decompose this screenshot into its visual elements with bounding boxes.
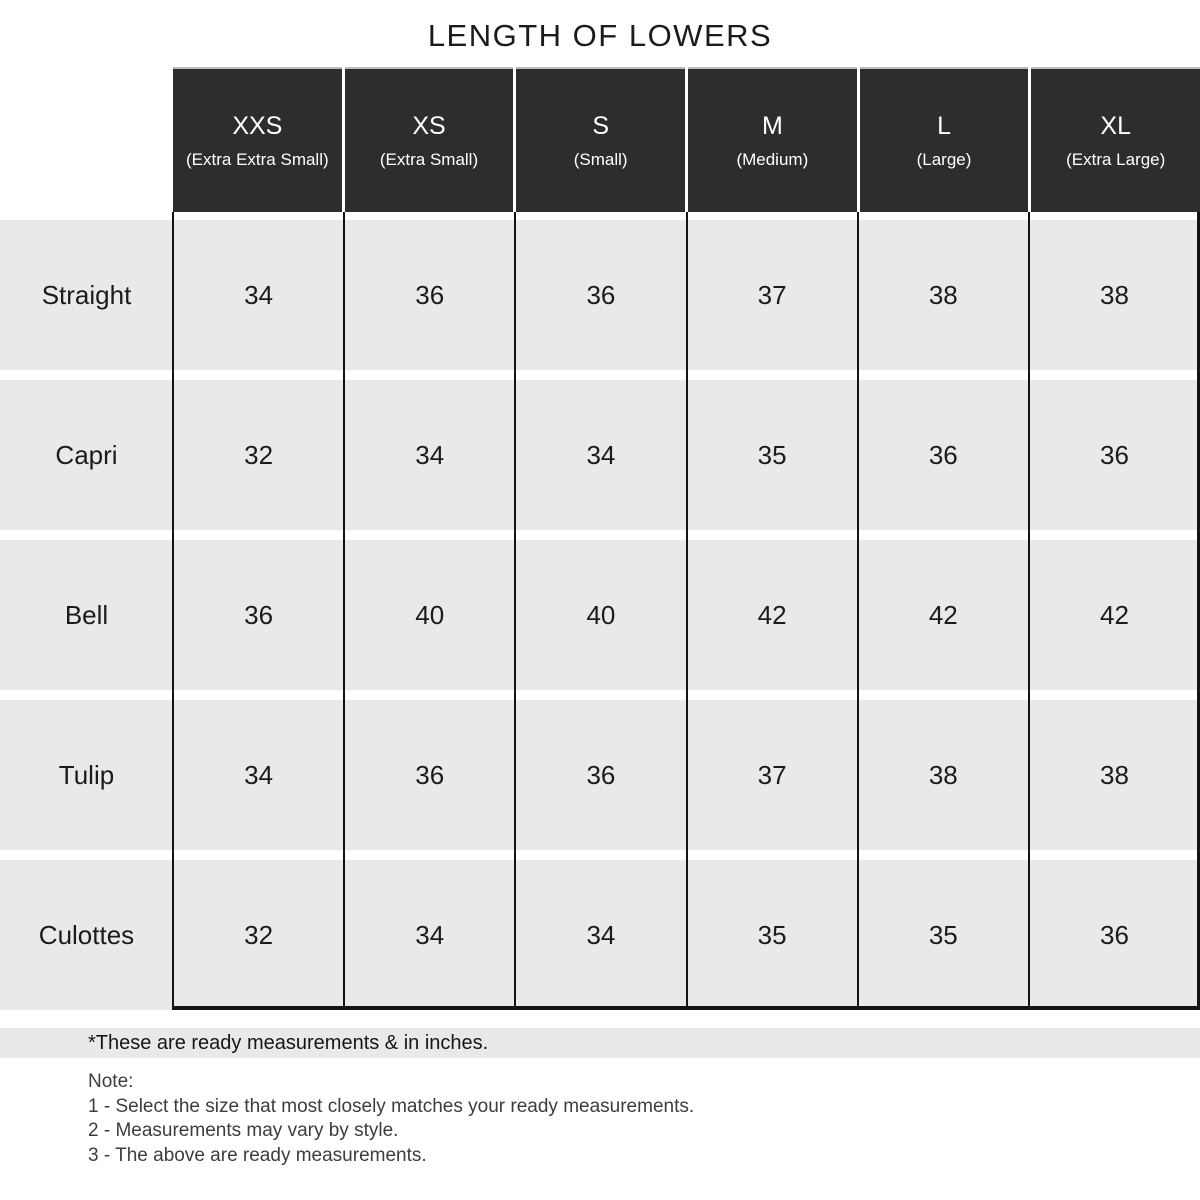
cell-culottes-s: 34 — [515, 860, 686, 1010]
cell-capri-xl: 36 — [1029, 380, 1200, 530]
cell-culottes-xxs: 32 — [173, 860, 344, 1010]
size-code: XXS — [232, 111, 283, 140]
cell-bell-xl: 42 — [1029, 540, 1200, 690]
size-table — [0, 67, 1200, 1010]
table-row-bell — [0, 540, 1200, 690]
col-header-m — [688, 67, 857, 212]
column-divider — [1028, 212, 1030, 1010]
cell-culottes-l: 35 — [858, 860, 1029, 1010]
cell-tulip-xs: 36 — [344, 700, 515, 850]
size-code: S — [592, 111, 610, 140]
row-label: Tulip — [0, 700, 173, 850]
size-full-name: (Medium) — [736, 149, 809, 169]
cell-bell-xxs: 36 — [173, 540, 344, 690]
cell-capri-m: 35 — [687, 380, 858, 530]
cell-tulip-m: 37 — [687, 700, 858, 850]
cell-straight-xs: 36 — [344, 220, 515, 370]
cell-straight-m: 37 — [687, 220, 858, 370]
size-full-name: (Large) — [916, 149, 972, 169]
cell-culottes-xl: 36 — [1029, 860, 1200, 1010]
table-row-tulip — [0, 700, 1200, 850]
cell-capri-xxs: 32 — [173, 380, 344, 530]
cell-tulip-s: 36 — [515, 700, 686, 850]
cell-capri-xs: 34 — [344, 380, 515, 530]
cell-straight-xxs: 34 — [173, 220, 344, 370]
size-full-name: (Extra Large) — [1066, 149, 1166, 169]
cell-culottes-m: 35 — [687, 860, 858, 1010]
row-label: Straight — [0, 220, 173, 370]
cell-bell-m: 42 — [687, 540, 858, 690]
col-header-xxs — [173, 67, 342, 212]
table-row-capri — [0, 380, 1200, 530]
row-label: Culottes — [0, 860, 173, 1010]
note-item-2: 2 - Measurements may vary by style. — [88, 1120, 399, 1141]
cell-tulip-l: 38 — [858, 700, 1029, 850]
footnote-strip — [0, 1028, 1200, 1058]
footnote-text: *These are ready measurements & in inches. — [88, 1031, 489, 1054]
column-divider — [343, 212, 345, 1010]
cell-tulip-xl: 38 — [1029, 700, 1200, 850]
note-heading: Note: — [88, 1071, 134, 1092]
size-code: XL — [1100, 111, 1131, 140]
size-full-name: (Extra Extra Small) — [186, 149, 329, 169]
cell-capri-l: 36 — [858, 380, 1029, 530]
size-full-name: (Extra Small) — [379, 149, 479, 169]
cell-bell-xs: 40 — [344, 540, 515, 690]
row-label: Bell — [0, 540, 173, 690]
cell-straight-xl: 38 — [1029, 220, 1200, 370]
cell-capri-s: 34 — [515, 380, 686, 530]
table-header-row — [0, 67, 1200, 212]
note-block — [88, 1070, 694, 1168]
size-code: XS — [412, 111, 446, 140]
cell-culottes-xs: 34 — [344, 860, 515, 1010]
column-divider — [857, 212, 859, 1010]
table-row-straight — [0, 220, 1200, 370]
header-cells — [173, 67, 1200, 212]
cell-bell-l: 42 — [858, 540, 1029, 690]
table-bottom-border — [172, 1006, 1200, 1010]
col-header-s — [516, 67, 685, 212]
size-code: L — [937, 111, 951, 140]
cell-straight-s: 36 — [515, 220, 686, 370]
table-body — [0, 220, 1200, 1010]
column-divider — [514, 212, 516, 1010]
note-item-3: 3 - The above are ready measurements. — [88, 1144, 427, 1166]
header-corner-spacer — [0, 67, 173, 212]
column-divider — [686, 212, 688, 1010]
size-code: M — [761, 111, 783, 140]
cell-straight-l: 38 — [858, 220, 1029, 370]
cell-bell-s: 40 — [515, 540, 686, 690]
table-row-culottes — [0, 860, 1200, 1010]
col-header-l — [860, 67, 1029, 212]
page-title: LENGTH OF LOWERS — [427, 18, 773, 53]
column-divider — [172, 212, 174, 1010]
row-label: Capri — [0, 380, 173, 530]
col-header-xl — [1031, 67, 1200, 212]
note-item-1: 1 - Select the size that most closely matches your ready measurements. — [88, 1095, 695, 1117]
col-header-xs — [345, 67, 514, 212]
size-full-name: (Small) — [573, 149, 628, 169]
cell-tulip-xxs: 34 — [173, 700, 344, 850]
